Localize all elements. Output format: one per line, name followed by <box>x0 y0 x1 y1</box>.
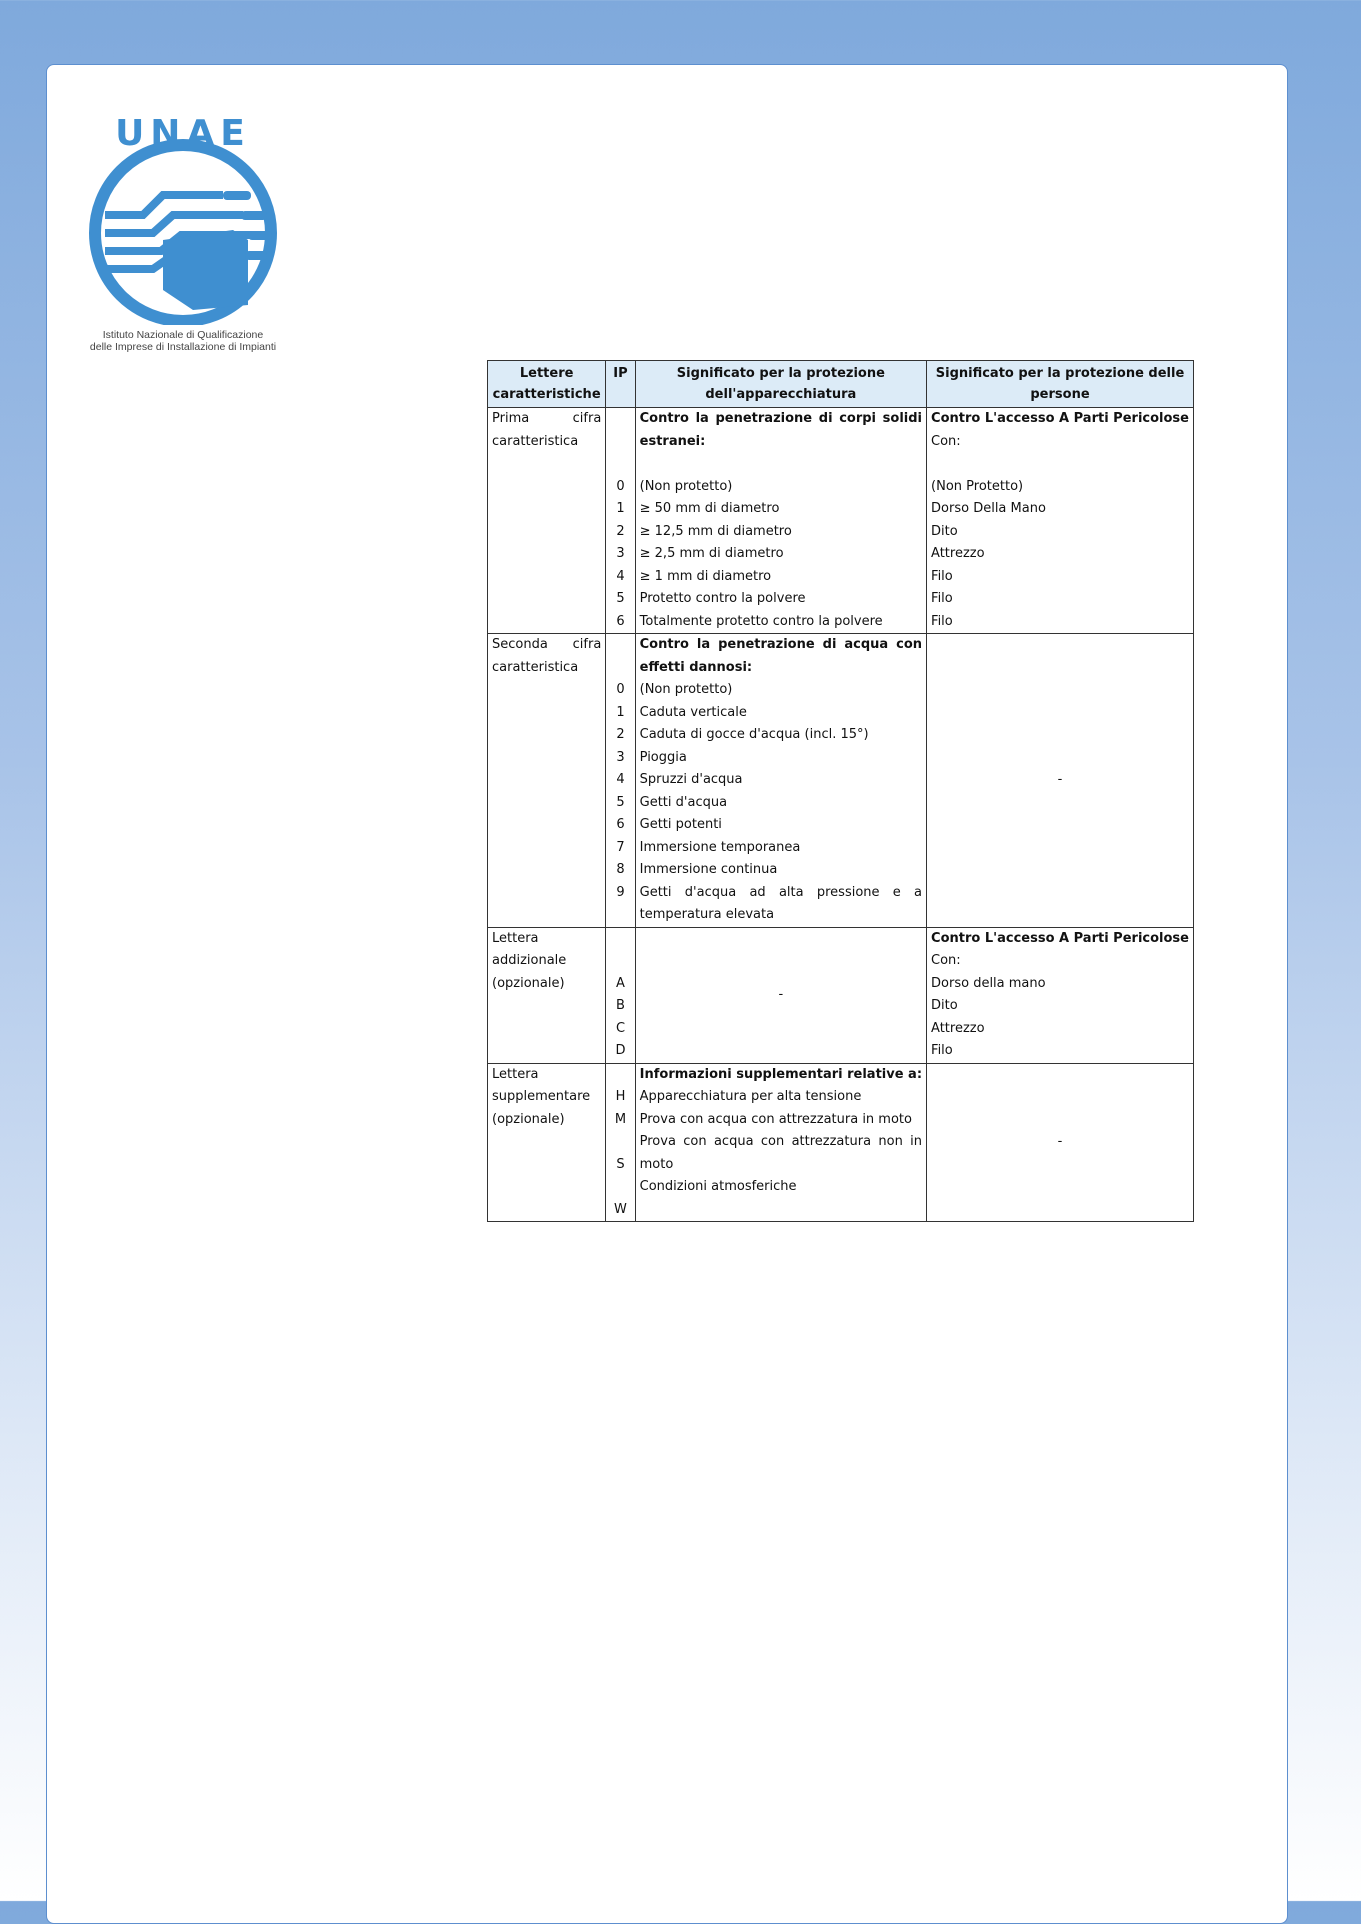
group2-heading-b: effetti dannosi: <box>639 659 753 675</box>
group3-label-a: Lettera <box>492 930 539 946</box>
group2-equip-0: (Non protetto) <box>639 682 733 697</box>
group1-equip-5: Protetto contro la polvere <box>639 591 806 606</box>
group3-ip-d: D <box>615 1043 626 1058</box>
group1-ip-6: 6 <box>616 613 625 629</box>
table-row-lettera-supplementare <box>488 1063 1194 1222</box>
group4-persons-dash: - <box>1057 1134 1063 1149</box>
group1-label-a: Prima cifra <box>492 411 602 426</box>
group1-equip-2: ≥ 12,5 mm di diametro <box>639 523 792 539</box>
group1-equip-3: ≥ 2,5 mm di diametro <box>639 546 784 561</box>
group4-line-w: Condizioni atmosferiche <box>639 1179 797 1194</box>
group4-ip-m: M <box>614 1111 627 1127</box>
group2-equip-7: Immersione temporanea <box>639 839 801 855</box>
group1-heading-a: Contro la penetrazione di corpi solidi <box>639 411 923 426</box>
group1-persons-5: Filo <box>931 591 953 606</box>
group4-line-m: Prova con acqua con attrezzatura in moto <box>639 1111 912 1127</box>
group2-equip-2: Caduta di gocce d'acqua (incl. 15°) <box>639 727 869 742</box>
group3-persons-b: Con: <box>931 953 961 968</box>
group4-ip-s: S <box>616 1156 625 1172</box>
unae-logo <box>73 105 303 353</box>
unae-logo-mark <box>83 105 283 325</box>
group3-persons-0: Dorso della mano <box>931 975 1046 991</box>
group4-line-s-a: Prova con acqua con attrezzatura non in <box>639 1134 923 1149</box>
group2-ip-8: 8 <box>616 862 625 877</box>
logo-caption-line1: Istituto Nazionale di Qualificazione <box>102 329 264 341</box>
group1-equip-1: ≥ 50 mm di diametro <box>639 501 780 516</box>
table-header-row <box>488 361 1194 408</box>
group2-last-line: temperatura elevata <box>639 907 775 922</box>
group1-ip-0: 0 <box>616 478 625 494</box>
group1-equip-4: ≥ 1 mm di diametro <box>639 568 772 584</box>
header-persone: Significato per la protezione delle persone <box>927 361 1194 408</box>
group4-heading: Informazioni supplementari relative a: <box>639 1066 923 1082</box>
group1-ip-4: 4 <box>616 568 625 584</box>
group2-heading-a: Contro la penetrazione di acqua con <box>639 637 923 652</box>
group1-equip-0: (Non protetto) <box>639 478 733 494</box>
group2-persons-dash: - <box>1057 772 1063 787</box>
group1-persons-2: Dito <box>931 523 958 539</box>
group2-equip-3: Pioggia <box>639 749 687 765</box>
group2-ip-1: 1 <box>616 704 625 720</box>
logo-caption <box>73 329 293 353</box>
table-row-lettera-addizionale <box>488 927 1194 1063</box>
group1-equip-6: Totalmente protetto contro la polvere <box>639 613 883 629</box>
header-lettere: Lettere caratteristiche <box>488 361 606 408</box>
group3-ip-a: A <box>616 975 625 991</box>
group1-persons-0: (Non Protetto) <box>931 478 1024 494</box>
group3-persons-a: Contro L'accesso A Parti Pericolose <box>931 930 1189 946</box>
logo-wordmark: UNAE <box>115 113 251 154</box>
group2-equip-6: Getti potenti <box>639 817 722 832</box>
table-row-prima-cifra <box>488 408 1194 634</box>
group1-persons-3: Attrezzo <box>931 546 985 561</box>
group3-persons-1: Dito <box>931 998 958 1013</box>
group1-persons-4: Filo <box>931 568 953 584</box>
group3-label-b: addizionale <box>492 953 567 968</box>
group2-equip-5: Getti d'acqua <box>639 794 728 810</box>
group3-persons-3: Filo <box>931 1043 953 1058</box>
group2-ip-6: 6 <box>616 817 625 832</box>
group1-ip-5: 5 <box>616 591 625 606</box>
group4-ip-h: H <box>615 1089 626 1104</box>
header-ip: IP <box>606 361 635 408</box>
group2-equip-9: Getti d'acqua ad alta pressione e a <box>639 884 923 900</box>
logo-caption-line2: delle Imprese di Installazione di Impianti <box>89 341 277 353</box>
group1-ip-1: 1 <box>616 501 625 516</box>
group4-label-b: supplementare <box>492 1089 591 1104</box>
group2-ip-3: 3 <box>616 749 625 765</box>
table-row-seconda-cifra <box>488 634 1194 928</box>
group2-ip-7: 7 <box>616 839 625 855</box>
group1-label-b: caratteristica <box>492 433 579 449</box>
group1-ip-3: 3 <box>616 546 625 561</box>
group4-label-a: Lettera <box>492 1066 539 1082</box>
group1-persons-a: Contro L'accesso A Parti Pericolose <box>931 411 1189 426</box>
group1-ip-2: 2 <box>616 523 625 539</box>
group4-label-c: (opzionale) <box>492 1111 565 1127</box>
group2-ip-4: 4 <box>616 772 625 787</box>
group1-persons-b: Con: <box>931 433 961 449</box>
group2-ip-0: 0 <box>616 682 625 697</box>
group2-ip-5: 5 <box>616 794 625 810</box>
group1-heading-b: estranei: <box>639 433 706 449</box>
group2-equip-1: Caduta verticale <box>639 704 747 720</box>
group1-persons-1: Dorso Della Mano <box>931 501 1046 516</box>
group2-ip-9: 9 <box>616 884 625 900</box>
group3-persons-2: Attrezzo <box>931 1020 985 1036</box>
group3-equip-dash: - <box>778 986 784 1002</box>
header-apparecchiatura: Significato per la protezione dell'apparecchiatura <box>635 361 926 408</box>
group4-ip-w: W <box>614 1201 627 1217</box>
group4-line-s-b: moto <box>639 1156 674 1172</box>
group3-ip-b: B <box>616 998 625 1013</box>
ip-code-table <box>487 360 1194 1222</box>
group2-ip-2: 2 <box>616 727 625 742</box>
group1-persons-6: Filo <box>931 613 953 629</box>
group4-line-h: Apparecchiatura per alta tensione <box>639 1089 862 1104</box>
group3-ip-c: C <box>615 1020 626 1036</box>
group2-equip-4: Spruzzi d'acqua <box>639 772 743 787</box>
group2-label-a: Seconda cifra <box>492 637 602 652</box>
group3-label-c: (opzionale) <box>492 975 565 991</box>
group2-equip-8: Immersione continua <box>639 862 778 877</box>
group2-label-b: caratteristica <box>492 659 579 675</box>
